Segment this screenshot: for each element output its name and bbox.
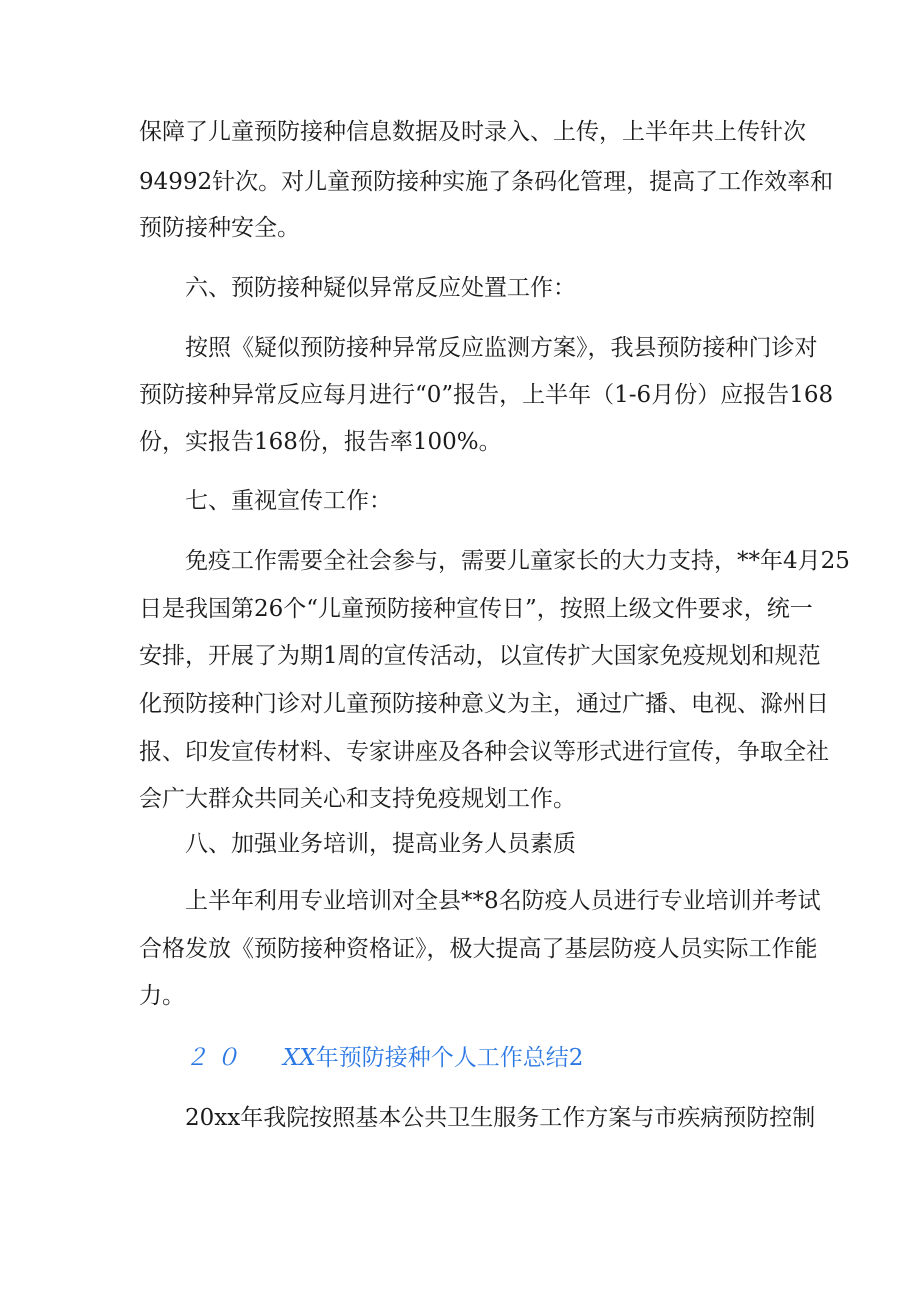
subtitle-text: 年预防接种个人工作总结2 xyxy=(315,1045,584,1071)
paragraph-line: 按照《疑似预防接种异常反应监测方案》，我县预防接种门诊对 xyxy=(185,335,818,361)
paragraph-line: 份，实报告168份，报告率100%。 xyxy=(139,429,502,455)
paragraph-line: 日是我国第26个“儿童预防接种宣传日”，按照上级文件要求，统一 xyxy=(139,596,813,622)
paragraph-line: 保障了儿童预防接种信息数据及时录入、上传，上半年共上传针次 xyxy=(139,119,806,145)
subtitle-year-prefix: ２０ xyxy=(185,1045,247,1071)
paragraph-line: 安排，开展了为期1周的宣传活动，以宣传扩大国家免疫规划和规范 xyxy=(139,643,821,669)
paragraph-line: 力。 xyxy=(139,983,185,1009)
paragraph-line: 预防接种异常反应每月进行“0”报告，上半年（1-6月份）应报告168 xyxy=(139,382,834,408)
paragraph-line: 免疫工作需要全社会参与，需要儿童家长的大力支持，**年4月25 xyxy=(185,548,850,574)
paragraph-line: 报、印发宣传材料、专家讲座及各种会议等形式进行宣传，争取全社 xyxy=(139,739,829,765)
paragraph-line: 会广大群众共同关心和支持免疫规划工作。 xyxy=(139,786,576,812)
paragraph-line: 94992针次。对儿童预防接种实施了条码化管理，提高了工作效率和 xyxy=(139,169,834,195)
paragraph-line: 化预防接种门诊对儿童预防接种意义为主，通过广播、电视、滁州日 xyxy=(139,691,829,717)
subtitle-link[interactable] xyxy=(185,1043,583,1073)
paragraph-line: 预防接种安全。 xyxy=(139,215,300,241)
section-heading-6: 六、预防接种疑似异常反应处置工作： xyxy=(185,275,576,301)
section-heading-8: 八、加强业务培训，提高业务人员素质 xyxy=(185,831,576,857)
paragraph-line: 合格发放《预防接种资格证》，极大提高了基层防疫人员实际工作能 xyxy=(139,936,818,962)
section-heading-7: 七、重视宣传工作： xyxy=(185,488,392,514)
paragraph-line: 上半年利用专业培训对全县**8名防疫人员进行专业培训并考试 xyxy=(185,888,821,914)
paragraph-line: 20xx年我院按照基本公共卫生服务工作方案与市疾病预防控制 xyxy=(185,1105,816,1131)
subtitle-year-xx: XX xyxy=(283,1045,316,1071)
